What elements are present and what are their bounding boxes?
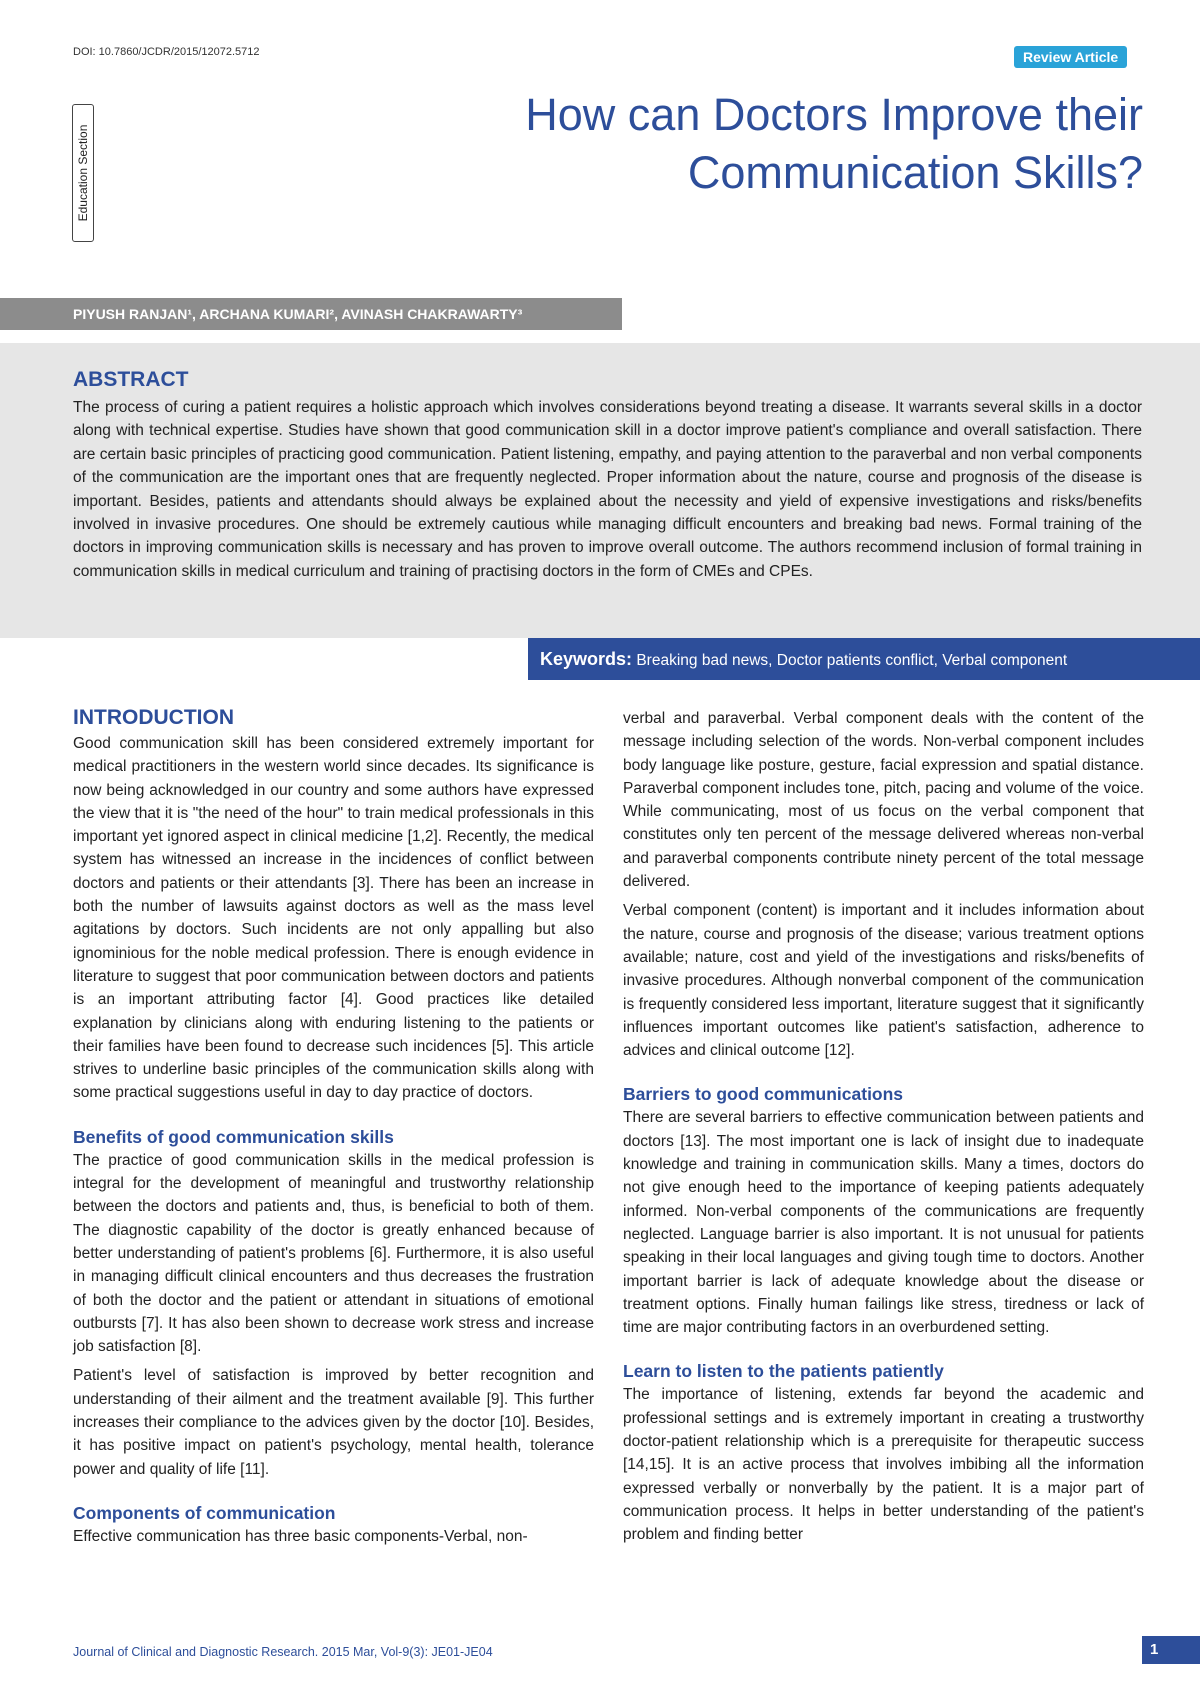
journal-footer: Journal of Clinical and Diagnostic Research. 2015 Mar, Vol-9(3): JE01-JE04 — [73, 1645, 493, 1659]
barriers-paragraph: There are several barriers to effective communication between patients and doctors [13]. The most important one is lack of insight due to inadequate knowledge and training in communication skills. Many a times, doctors do not give enough heed to the importance of keeping patients adequately informed. Non-verbal components of the communications are frequently neglected. Language barrier is also important. It is not unusual for patients speaking in their local languages and giving tough time to doctors. Another important barrier is lack of adequate knowledge about the disease or treatment options. Finally human failings like stress, tiredness or lack of time are major contributing factors in an overburdened setting. — [623, 1109, 1144, 1337]
title-line-1: How can Doctors Improve their — [525, 89, 1143, 140]
listening-heading: Learn to listen to the patients patiently — [623, 1361, 944, 1382]
page-number: 1 — [1142, 1636, 1200, 1664]
section-label-box — [72, 104, 94, 242]
title-line-2: Communication Skills? — [687, 147, 1143, 198]
section-label: Education Section — [76, 124, 90, 222]
benefits-paragraph-1: The practice of good communication skills in the medical profession is integral for the development of meaningful and trustworthy relationship between the doctors and patients and, thus, is beneficial to both of them. The diagnostic capability of the doctor is greatly enhanced because of better understanding of patient's problems [6]. Furthermore, it is also useful in managing difficult clinical encounters and thus decreases the frustration of both the doctor and the patient or attendant in situations of emotional outbursts [7]. It has also been shown to decrease work stress and increase job satisfaction [8]. — [73, 1151, 594, 1356]
barriers-heading: Barriers to good communications — [623, 1084, 904, 1105]
introduction-heading: INTRODUCTION — [73, 706, 234, 729]
components-paragraph: Effective communication has three basic components-Verbal, non- — [73, 1527, 528, 1545]
abstract-text: The process of curing a patient requires a holistic approach which involves considerations beyond treating a disease. It warrants several skills in a doctor along with technical expertise. Studies have shown that good communication skill in a doctor improve patient's compliance and overall satisfaction. There are certain basic principles of practicing good communication. Patient listening, empathy, and paying attention to the paraverbal and non verbal components of the communication are the important ones that are frequently neglected. Proper information about the nature, course and prognosis of the disease is important. Besides, patients and attendants should always be explained about the necessity and yield of expensive investigations and risks/benefits involved in invasive procedures. One should be extremely cautious while managing difficult encounters and breaking bad news. Formal training of the doctors in improving communication skills is necessary and has proven to improve overall outcome. The authors recommend inclusion of formal training in communication skills in medical curriculum and training of practising doctors in the form of CMEs and CPEs. — [73, 399, 1142, 580]
right-column — [623, 707, 1144, 1547]
article-type-badge: Review Article — [1014, 46, 1127, 68]
doi-text: DOI: 10.7860/JCDR/2015/12072.5712 — [73, 46, 260, 58]
benefits-heading: Benefits of good communication skills — [73, 1126, 394, 1147]
abstract-heading: ABSTRACT — [73, 368, 189, 391]
abstract-box — [0, 343, 1200, 638]
left-column — [73, 704, 594, 1548]
keywords-label: Keywords: — [540, 649, 633, 669]
authors-bar: PIYUSH RANJAN¹, ARCHANA KUMARI², AVINASH CHAKRAWARTY³ — [0, 298, 622, 330]
components-heading: Components of communication — [73, 1502, 336, 1523]
components-continued-paragraph: verbal and paraverbal. Verbal component deals with the content of the message including selection of the words. Non-verbal component includes body language like posture, gesture, facial expression and spatial distance. Paraverbal component includes tone, pitch, pacing and volume of the voice. While communicating, most of us focus on the verbal component that constitutes only ten percent of the message delivered whereas non-verbal and paraverbal components contribute ninety percent of the total message delivered. — [623, 710, 1144, 891]
keywords-text: Breaking bad news, Doctor patients conflict, Verbal component — [636, 652, 1068, 669]
verbal-component-paragraph: Verbal component (content) is important and it includes information about the nature, course and prognosis of the disease; various treatment options available; nature, cost and yield of the investigations and risks/benefits of invasive procedures. Although nonverbal component of the communication is frequently considered less important, literature suggest that it significantly influences important outcomes like patient's satisfaction, adherence to advices and clinical outcome [12]. — [623, 902, 1144, 1060]
introduction-paragraph: Good communication skill has been considered extremely important for medical practitioners in the western world since decades. Its significance is now being acknowledged in our country and some authors have expressed the view that it is "the need of the hour" to train medical professionals in this important yet ignored aspect in clinical medicine [1,2]. Recently, the medical system has witnessed an increase in the incidences of conflict between doctors and patients or their attendants [3]. There has been an increase in both the number of lawsuits against doctors as well as the mass level agitations by doctors. Such incidents are not only appalling but also ignominious for the noble medical profession. There is enough evidence in literature to suggest that poor communication between doctors and patients is an important attributing factor [4]. Good practices like detailed explanation by clinicians along with enduring listening to the patients or their families have been found to decrease such incidences [5]. This article strives to underline basic principles of the communication skills along with some practical suggestions useful in day to day practice of doctors. — [73, 735, 594, 1102]
benefits-paragraph-2: Patient's level of satisfaction is improved by better recognition and understanding of their ailment and the treatment available [9]. This further increases their compliance to the advices given by the doctor [10]. Besides, it has positive impact on patient's psychology, mental health, tolerance power and quality of life [11]. — [73, 1367, 594, 1478]
listening-paragraph: The importance of listening, extends far beyond the academic and professional settings and is extremely important in creating a trustworthy doctor-patient relationship which is a prerequisite for therapeutic success [14,15]. It is an active process that involves imbibing all the information expressed verbally or nonverbally by the patient. It is a major part of communication process. It helps in better understanding of the patient's problem and finding better — [623, 1386, 1144, 1544]
keywords-bar — [528, 638, 1200, 680]
article-title — [383, 86, 1143, 202]
